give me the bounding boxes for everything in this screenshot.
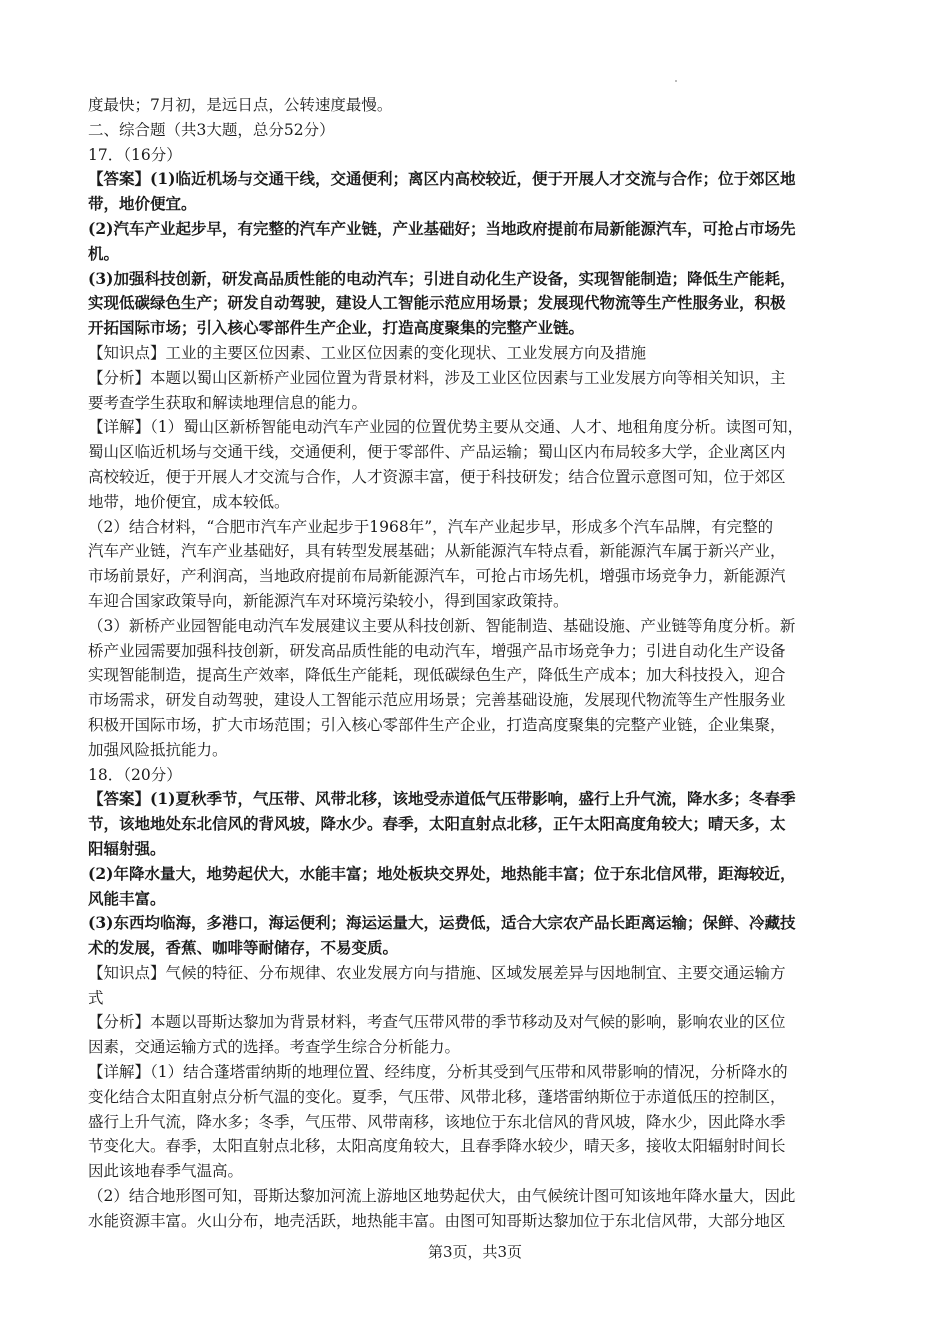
text-line: 17．（16分） [88,145,182,164]
text-line: 要考查学生获取和解读地理信息的能力。 [88,393,368,412]
text-line: 积极开国际市场，扩大市场范围；引入核心零部件生产企业，打造高度聚集的完整产业链，企业集聚， [88,715,786,734]
text-line: 【知识点】工业的主要区位因素、工业区位因素的变化现状、工业发展方向及措施 [88,343,647,362]
text-line: 【分析】本题以蜀山区新桥产业园位置为背景材料，涉及工业区位因素与工业发展方向等相关知识，主 [88,368,786,387]
answer-line: 开拓国际市场；引入核心零部件生产企业，打造高度聚集的完整产业链。 [88,318,585,338]
answer-line: 【答案】(1)夏秋季节，气压带、风带北移，该地受赤道低气压带影响，盛行上升气流，降水多；冬春季 [88,789,796,809]
text-line: （2）结合材料，“合肥市汽车产业起步于1968年”，汽车产业起步早，形成多个汽车品牌，有完整的 [88,517,774,536]
answer-line: 阳辐射强。 [88,838,166,858]
text-line: 因此该地春季气温高。 [88,1162,244,1181]
text-line: （3）新桥产业园智能电动汽车发展建议主要从科技创新、智能制造、基础设施、产业链等角度分析。新 [88,616,796,635]
text-line: 水能资源丰富。火山分布，地壳活跃，地热能丰富。由图可知哥斯达黎加位于东北信风带，大部分地区 [88,1211,786,1230]
text-line: 【详解】（1）蜀山区新桥智能电动汽车产业园的位置优势主要从交通、人才、地租角度分析。读图可知， [88,418,804,437]
answer-line: (2)汽车产业起步早，有完整的汽车产业链，产业基础好；当地政府提前布局新能源汽车，可抢占市场先 [88,218,796,238]
answer-line: (3)东西均临海，多港口，海运便利；海运运量大，运费低，适合大宗农产品长距离运输；保鲜、冷藏技 [88,913,796,933]
answer-line: 风能丰富。 [88,888,166,908]
text-line: 因素，交通运输方式的选择。考查学生综合分析能力。 [88,1038,461,1057]
text-line: 变化结合太阳直射点分析气温的变化。夏季，气压带、风带北移，蓬塔雷纳斯位于赤道低压的控制区， [88,1087,786,1106]
text-line: 市场前景好，产利润高，当地政府提前布局新能源汽车，可抢占市场先机，增强市场竞争力，新能源汽 [88,567,786,586]
text-line: 【详解】（1）结合蓬塔雷纳斯的地理位置、经纬度，分析其受到气压带和风带影响的情况，分析降水的 [88,1063,788,1082]
answer-line: (3)加强科技创新，研发高品质性能的电动汽车；引进自动化生产设备，实现智能制造；降低生产能耗， [88,268,796,288]
text-line: 式 [88,988,104,1007]
answer-line: 节，该地地处东北信风的背风坡，降水少。春季，太阳直射点北移，正午太阳高度角较大；晴天多，太 [88,814,786,834]
text-line: 实现智能制造，提高生产效率，降低生产能耗，现低碳绿色生产，降低生产成本；加大科技投入，迎合 [88,666,786,685]
text-line: 车迎合国家政策导向，新能源汽车对环境污染较小，得到国家政策持。 [88,591,569,610]
text-line: 二、综合题（共3大题，总分52分） [88,120,335,139]
text-line: 加强风险抵抗能力。 [88,740,228,759]
document-body [88,93,868,1234]
text-line: 蜀山区临近机场与交通干线，交通便利，便于零部件、产品运输；蜀山区内布局较多大学，企业离区内 [88,443,786,462]
answer-line: 【答案】(1)临近机场与交通干线，交通便利；离区内高校较近，便于开展人才交流与合作；位于郊区地 [88,169,796,189]
answer-line: (2)年降水量大，地势起伏大，水能丰富；地处板块交界处，地热能丰富；位于东北信风带，距海较近， [88,863,796,883]
answer-line: 术的发展，香蕉、咖啡等耐储存，不易变质。 [88,938,399,958]
text-line: 节变化大。春季，太阳直射点北移，太阳高度角较大，且春季降水较少，晴天多，接收太阳辐射时间长 [88,1137,786,1156]
text-line: 18．（20分） [88,765,182,784]
scan-speck [675,80,677,82]
text-line: 市场需求，研发自动驾驶，建设人工智能示范应用场景；完善基础设施，发展现代物流等生产性服务业 [88,691,786,710]
text-line: 【知识点】气候的特征、分布规律、农业发展方向与措施、区域发展差异与因地制宜、主要交通运输方 [88,963,786,982]
text-line: 地带，地价便宜，成本较低。 [88,492,290,511]
text-line: 高校较近，便于开展人才交流与合作，人才资源丰富，便于科技研发；结合位置示意图可知，位于郊区 [88,467,786,486]
text-line: 桥产业园需要加强科技创新，研发高品质性能的电动汽车，增强产品市场竞争力；引进自动化生产设备 [88,641,786,660]
text-line: 盛行上升气流，降水多；冬季，气压带、风带南移，该地位于东北信风的背风坡，降水少，因此降水季 [88,1112,786,1131]
answer-line: 实现低碳绿色生产；研发自动驾驶，建设人工智能示范应用场景；发展现代物流等生产性服务业，积极 [88,293,786,313]
page-footer: 第3页，共3页 [427,1243,523,1261]
answer-line: 带，地价便宜。 [88,194,197,214]
text-line: （2）结合地形图可知，哥斯达黎加河流上游地区地势起伏大，由气候统计图可知该地年降水量大，因此 [88,1187,796,1206]
answer-line: 机。 [88,243,120,263]
text-line: 汽车产业链，汽车产业基础好，具有转型发展基础；从新能源汽车特点看，新能源汽车属于新兴产业， [88,542,786,561]
text-line: 度最快；7月初，是远日点，公转速度最慢。 [88,96,393,114]
text-line: 【分析】本题以哥斯达黎加为背景材料，考查气压带风带的季节移动及对气候的影响，影响农业的区位 [88,1013,786,1032]
